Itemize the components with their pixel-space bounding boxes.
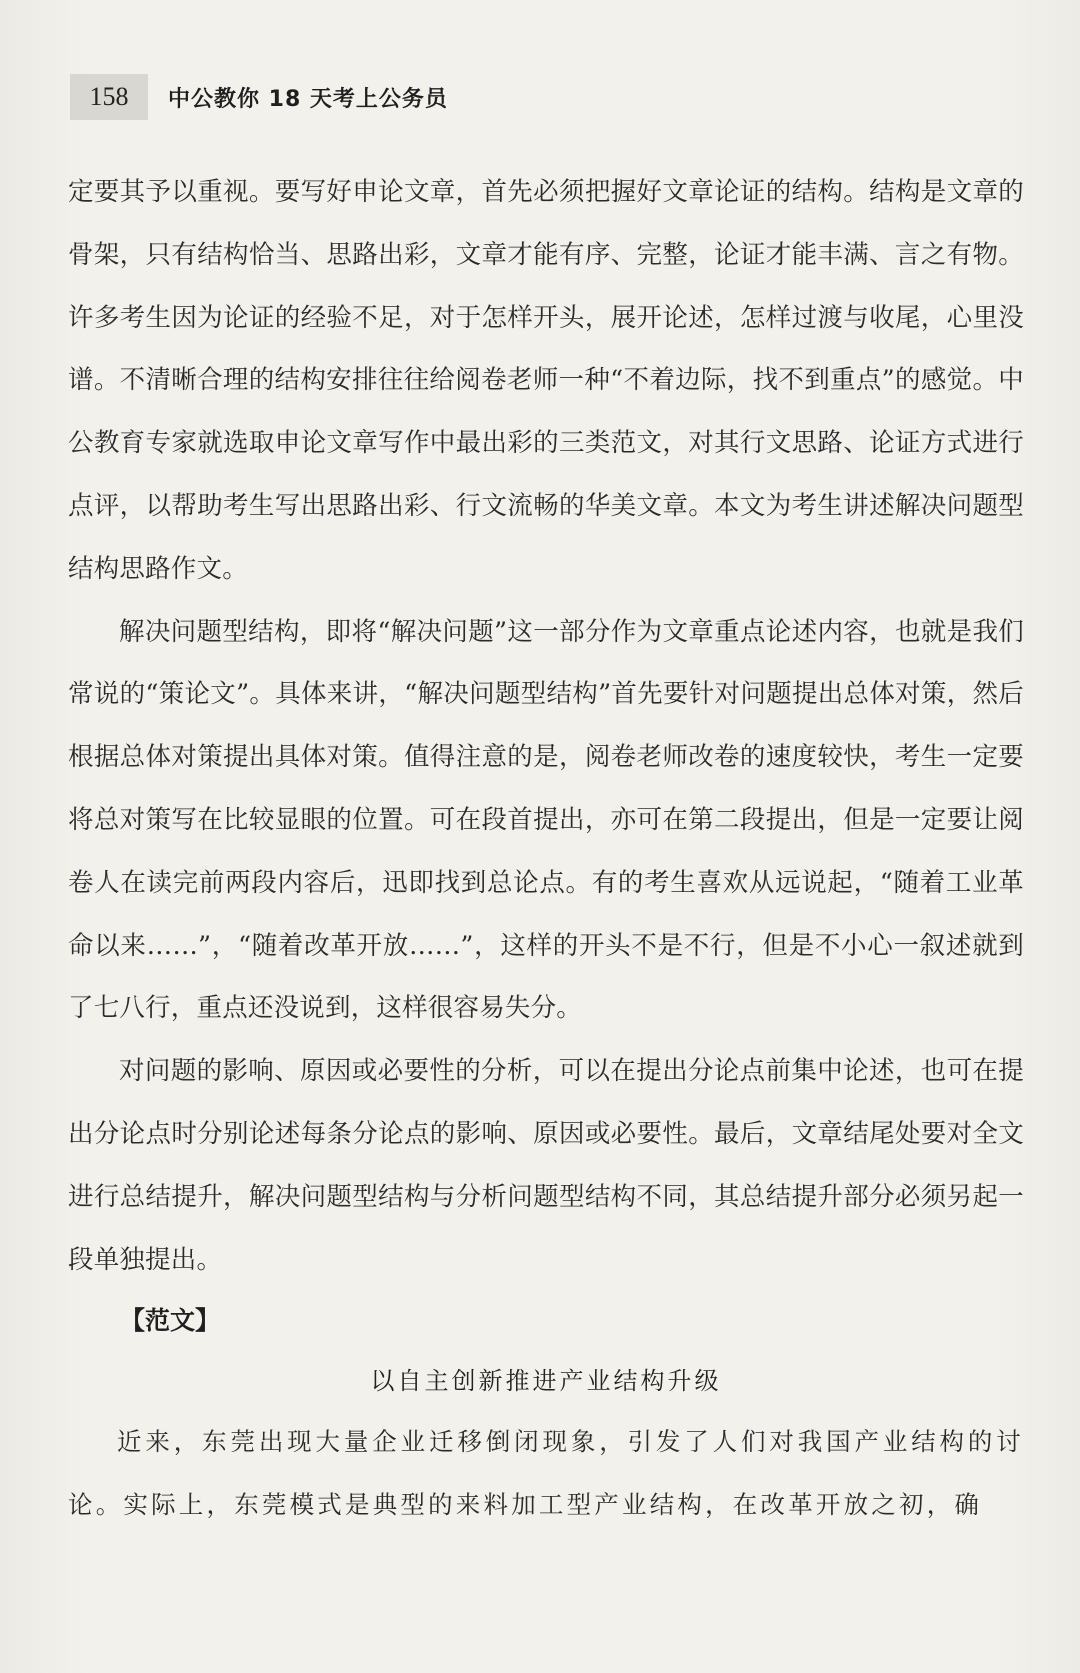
paragraph-structure-intro: 定要其予以重视。要写好申论文章，首先必须把握好文章论证的结构。结构是文章的骨架，只有结构恰当、思路出彩，文章才能有序、完整，论证才能丰满、言之有物。许多考生因为论证的经验不足，对于怎样开头，展开论述，怎样过渡与收尾，心里没谱。不清晰合理的结构安排往往给阅卷老师一种“不着边际，找不到重点”的感觉。中公教育专家就选取申论文章写作中最出彩的三类范文，对其行文思路、论证方式进行点评，以帮助考生写出思路出彩、行文流畅的华美文章。本文为考生讲述解决问题型结构思路作文。 [68, 177, 1024, 584]
paragraph-analysis-placement: 对问题的影响、原因或必要性的分析，可以在提出分论点前集中论述，也可在提出分论点时分别论述每条分论点的影响、原因或必要性。最后，文章结尾处要对全文进行总结提升，解决问题型结构与分析问题型结构不同，其总结提升部分必须另起一段单独提出。 [68, 1056, 1024, 1275]
sample-essay-paragraph: 近来，东莞出现大量企业迁移倒闭现象，引发了人们对我国产业结构的讨论。实际上，东莞模式是典型的来料加工型产业结构，在改革开放之初，确 [68, 1427, 1024, 1520]
page-header [70, 74, 448, 120]
sample-essay-title: 以自主创新推进产业结构升级 [370, 1367, 722, 1396]
running-head-title: 中公教你 18 天考上公务员 [168, 86, 448, 112]
paragraph-solution-structure: 解决问题型结构，即将“解决问题”这一部分作为文章重点论述内容，也就是我们常说的“策论文”。具体来讲，“解决问题型结构”首先要针对问题提出总体对策，然后根据总体对策提出具体对策。值得注意的是，阅卷老师改卷的速度较快，考生一定要将总对策写在比较显眼的位置。可在段首提出，亦可在第二段提出，但是一定要让阅卷人在读完前两段内容后，迅即找到总论点。有的考生喜欢从远说起，“随着工业革命以来……”，“随着改革开放……”，这样的开头不是不行，但是不小心一叙述就到了七八行，重点还没说到，这样很容易失分。 [68, 616, 1024, 1024]
body-text [68, 161, 1024, 1537]
page-number: 158 [70, 74, 148, 120]
sample-essay-label: 【范文】 [120, 1306, 221, 1336]
